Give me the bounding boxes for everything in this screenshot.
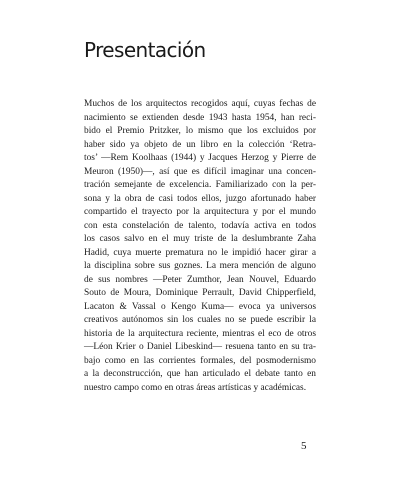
text-line: Muchos de los arquitectos recogidos aquí, cuyas fechas de (84, 99, 316, 109)
text-line: Meuron (1950)—, así que es difícil imaginar una concen- (84, 166, 316, 177)
text-line: Souto de Moura, Dominique Perrault, David Chipperfield, (84, 288, 316, 298)
text-line: Hadid, cuya muerte prematura no le impidió hacer girar a (84, 247, 316, 258)
text-line: bido el Premio Pritzker, lo mismo que los excluidos por (84, 126, 316, 136)
text-line: —Léon Krier o Daniel Libeskind— resuena tanto en su tra- (84, 342, 316, 352)
text-line: haber sido ya objeto de un libro en la colección ‘Retra- (84, 139, 316, 150)
text-line: tos’ —Rem Koolhaas (1944) y Jacques Herzog y Pierre de (84, 153, 316, 163)
text-line: nuestro campo como en otras áreas artísticas y académicas. (84, 382, 307, 393)
text-line: creativos autónomos sin los cuales no se puede escribir la (84, 315, 316, 325)
text-line: la disciplina sobre sus goznes. La mera mención de alguno (84, 261, 316, 271)
text-line: de sus nombres —Peter Zumthor, Jean Nouvel, Eduardo (84, 274, 316, 285)
text-line: a la deconstrucción, que han articulado el debate tanto en (84, 369, 316, 379)
text-line: bajo como en las corrientes formales, del posmodernismo (84, 355, 316, 366)
text-line: con esta constelación de talento, todavía activa en todos (84, 220, 316, 231)
page-number: 5 (301, 440, 307, 452)
text-line: los casos salvo en el muy triste de la deslumbrante Zaha (84, 234, 316, 244)
text-line: historia de la arquitectura reciente, mientras el eco de otros (84, 328, 316, 339)
text-line: sona y la obra de casi todos ellos, juzgo afortunado haber (84, 193, 316, 204)
text-line: Lacaton & Vassal o Kengo Kuma— evoca ya universos (84, 301, 316, 312)
text-line: nacimiento se extienden desde 1943 hasta 1954, han reci- (84, 112, 316, 123)
body-paragraph (84, 98, 316, 395)
chapter-title: Presentación (84, 38, 206, 62)
text-line: compartido el trayecto por la arquitectura y por el mundo (84, 207, 316, 217)
text-line: tración semejante de excelencia. Familiarizado con la per- (84, 180, 316, 190)
